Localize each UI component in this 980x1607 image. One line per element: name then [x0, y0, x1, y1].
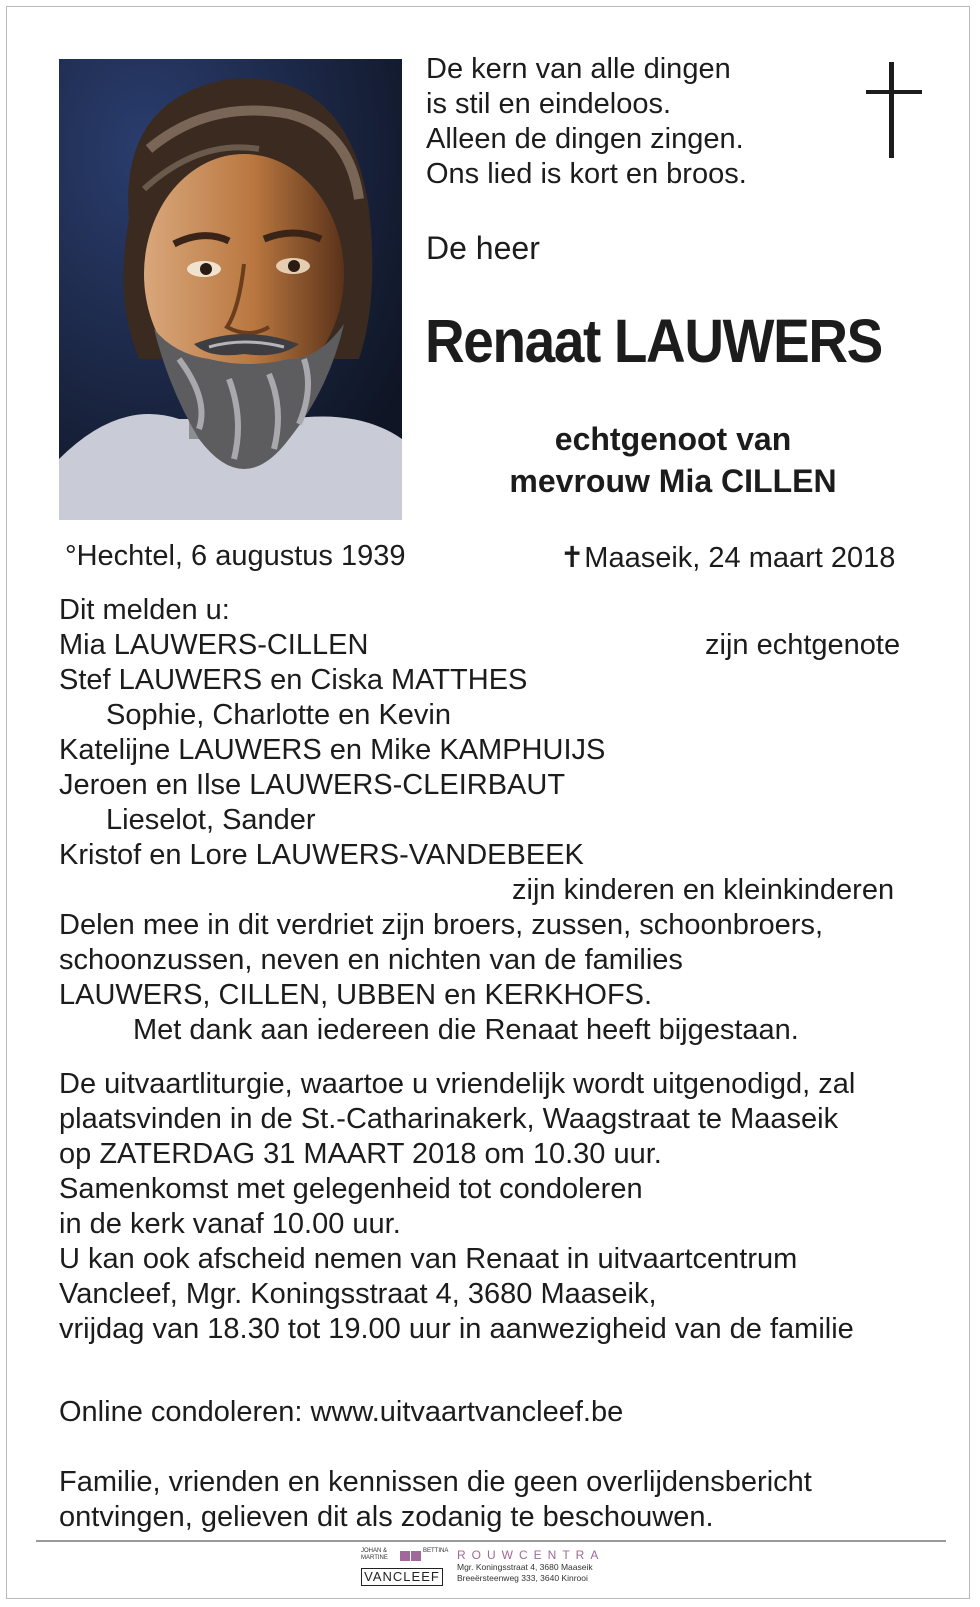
online-condolence: Online condoleren: www.uitvaartvancleef.be — [59, 1396, 624, 1428]
company-brand: ROUWCENTRA — [457, 1548, 605, 1562]
thanks-line: Met dank aan iedereen die Renaat heeft bijgestaan. — [133, 1014, 799, 1046]
funeral-details — [59, 1067, 855, 1347]
logo-square — [400, 1551, 410, 1561]
logo-names-left: JOHAN & MARTINE — [361, 1548, 388, 1561]
poem-line: De kern van alle dingen — [426, 53, 731, 85]
funeral-line: Samenkomst met gelegenheid tot condoleren — [59, 1173, 643, 1205]
poem-line: is stil en eindeloos. — [426, 88, 672, 120]
poem-line: Ons lied is kort en broos. — [426, 158, 747, 190]
family-member: Jeroen en Ilse LAUWERS-CLEIRBAUT — [59, 769, 566, 801]
announcement-intro: Dit melden u: — [59, 594, 230, 626]
footer-divider — [36, 1540, 946, 1542]
spouse-relation: zijn echtgenote — [705, 629, 901, 661]
family-member: Katelijne LAUWERS en Mike KAMPHUIJS — [59, 734, 606, 766]
company-address-2: Breeërsteenweg 333, 3640 Kinrooi — [457, 1573, 588, 1583]
children-relation: zijn kinderen en kleinkinderen — [512, 874, 895, 906]
logo-name-right: BETTINA — [423, 1548, 449, 1554]
family-line: Delen mee in dit verdriet zijn broers, zussen, schoonbroers, — [59, 909, 824, 941]
funeral-line: plaatsvinden in de St.-Catharinakerk, Waagstraat te Maaseik — [59, 1103, 839, 1135]
grandchildren: Lieselot, Sander — [106, 804, 316, 836]
death-info: ✝Maaseik, 24 maart 2018 — [560, 542, 896, 574]
spouse-name: Mia LAUWERS-CILLEN — [59, 629, 369, 661]
funeral-line: U kan ook afscheid nemen van Renaat in uitvaartcentrum — [59, 1243, 798, 1275]
funeral-line: vrijdag van 18.30 tot 19.00 uur in aanwezigheid van de familie — [59, 1313, 854, 1345]
spouse-line-2: mevrouw Mia CILLEN — [509, 463, 837, 499]
funeral-line: op ZATERDAG 31 MAART 2018 om 10.30 uur. — [59, 1138, 662, 1170]
closing-line: Familie, vrienden en kennissen die geen overlijdensbericht — [59, 1466, 812, 1498]
poem-line: Alleen de dingen zingen. — [426, 123, 744, 155]
company-info — [457, 1548, 604, 1584]
poem — [426, 52, 747, 192]
salutation: De heer — [426, 230, 540, 266]
logo-wordmark: VANCLEEF — [361, 1568, 443, 1586]
vancleef-logo — [361, 1548, 449, 1592]
closing-line: ontvingen, gelieven dit als zodanig te beschouwen. — [59, 1501, 714, 1533]
funeral-line: in de kerk vanaf 10.00 uur. — [59, 1208, 401, 1240]
closing-note — [59, 1465, 812, 1535]
grandchildren: Sophie, Charlotte en Kevin — [106, 699, 451, 731]
family-member: Stef LAUWERS en Ciska MATTHES — [59, 664, 528, 696]
funeral-line: De uitvaartliturgie, waartoe u vriendelijk wordt uitgenodigd, zal — [59, 1068, 856, 1100]
funeral-line: Vancleef, Mgr. Koningsstraat 4, 3680 Maaseik, — [59, 1278, 657, 1310]
spouse-line-1: echtgenoot van — [554, 421, 792, 457]
cross-icon — [864, 62, 924, 158]
deceased-name: Renaat LAUWERS — [425, 307, 882, 375]
logo-square — [411, 1551, 421, 1561]
family-member: Kristof en Lore LAUWERS-VANDEBEEK — [59, 839, 584, 871]
company-address-1: Mgr. Koningsstraat 4, 3680 Maaseik — [457, 1562, 593, 1572]
logo-squares — [400, 1548, 422, 1566]
family-line: schoonzussen, neven en nichten van de families — [59, 944, 683, 976]
family-line: LAUWERS, CILLEN, UBBEN en KERKHOFS. — [59, 979, 653, 1011]
spouse-block — [468, 418, 878, 502]
portrait-painting — [59, 59, 402, 520]
birth-info: °Hechtel, 6 augustus 1939 — [65, 540, 406, 572]
